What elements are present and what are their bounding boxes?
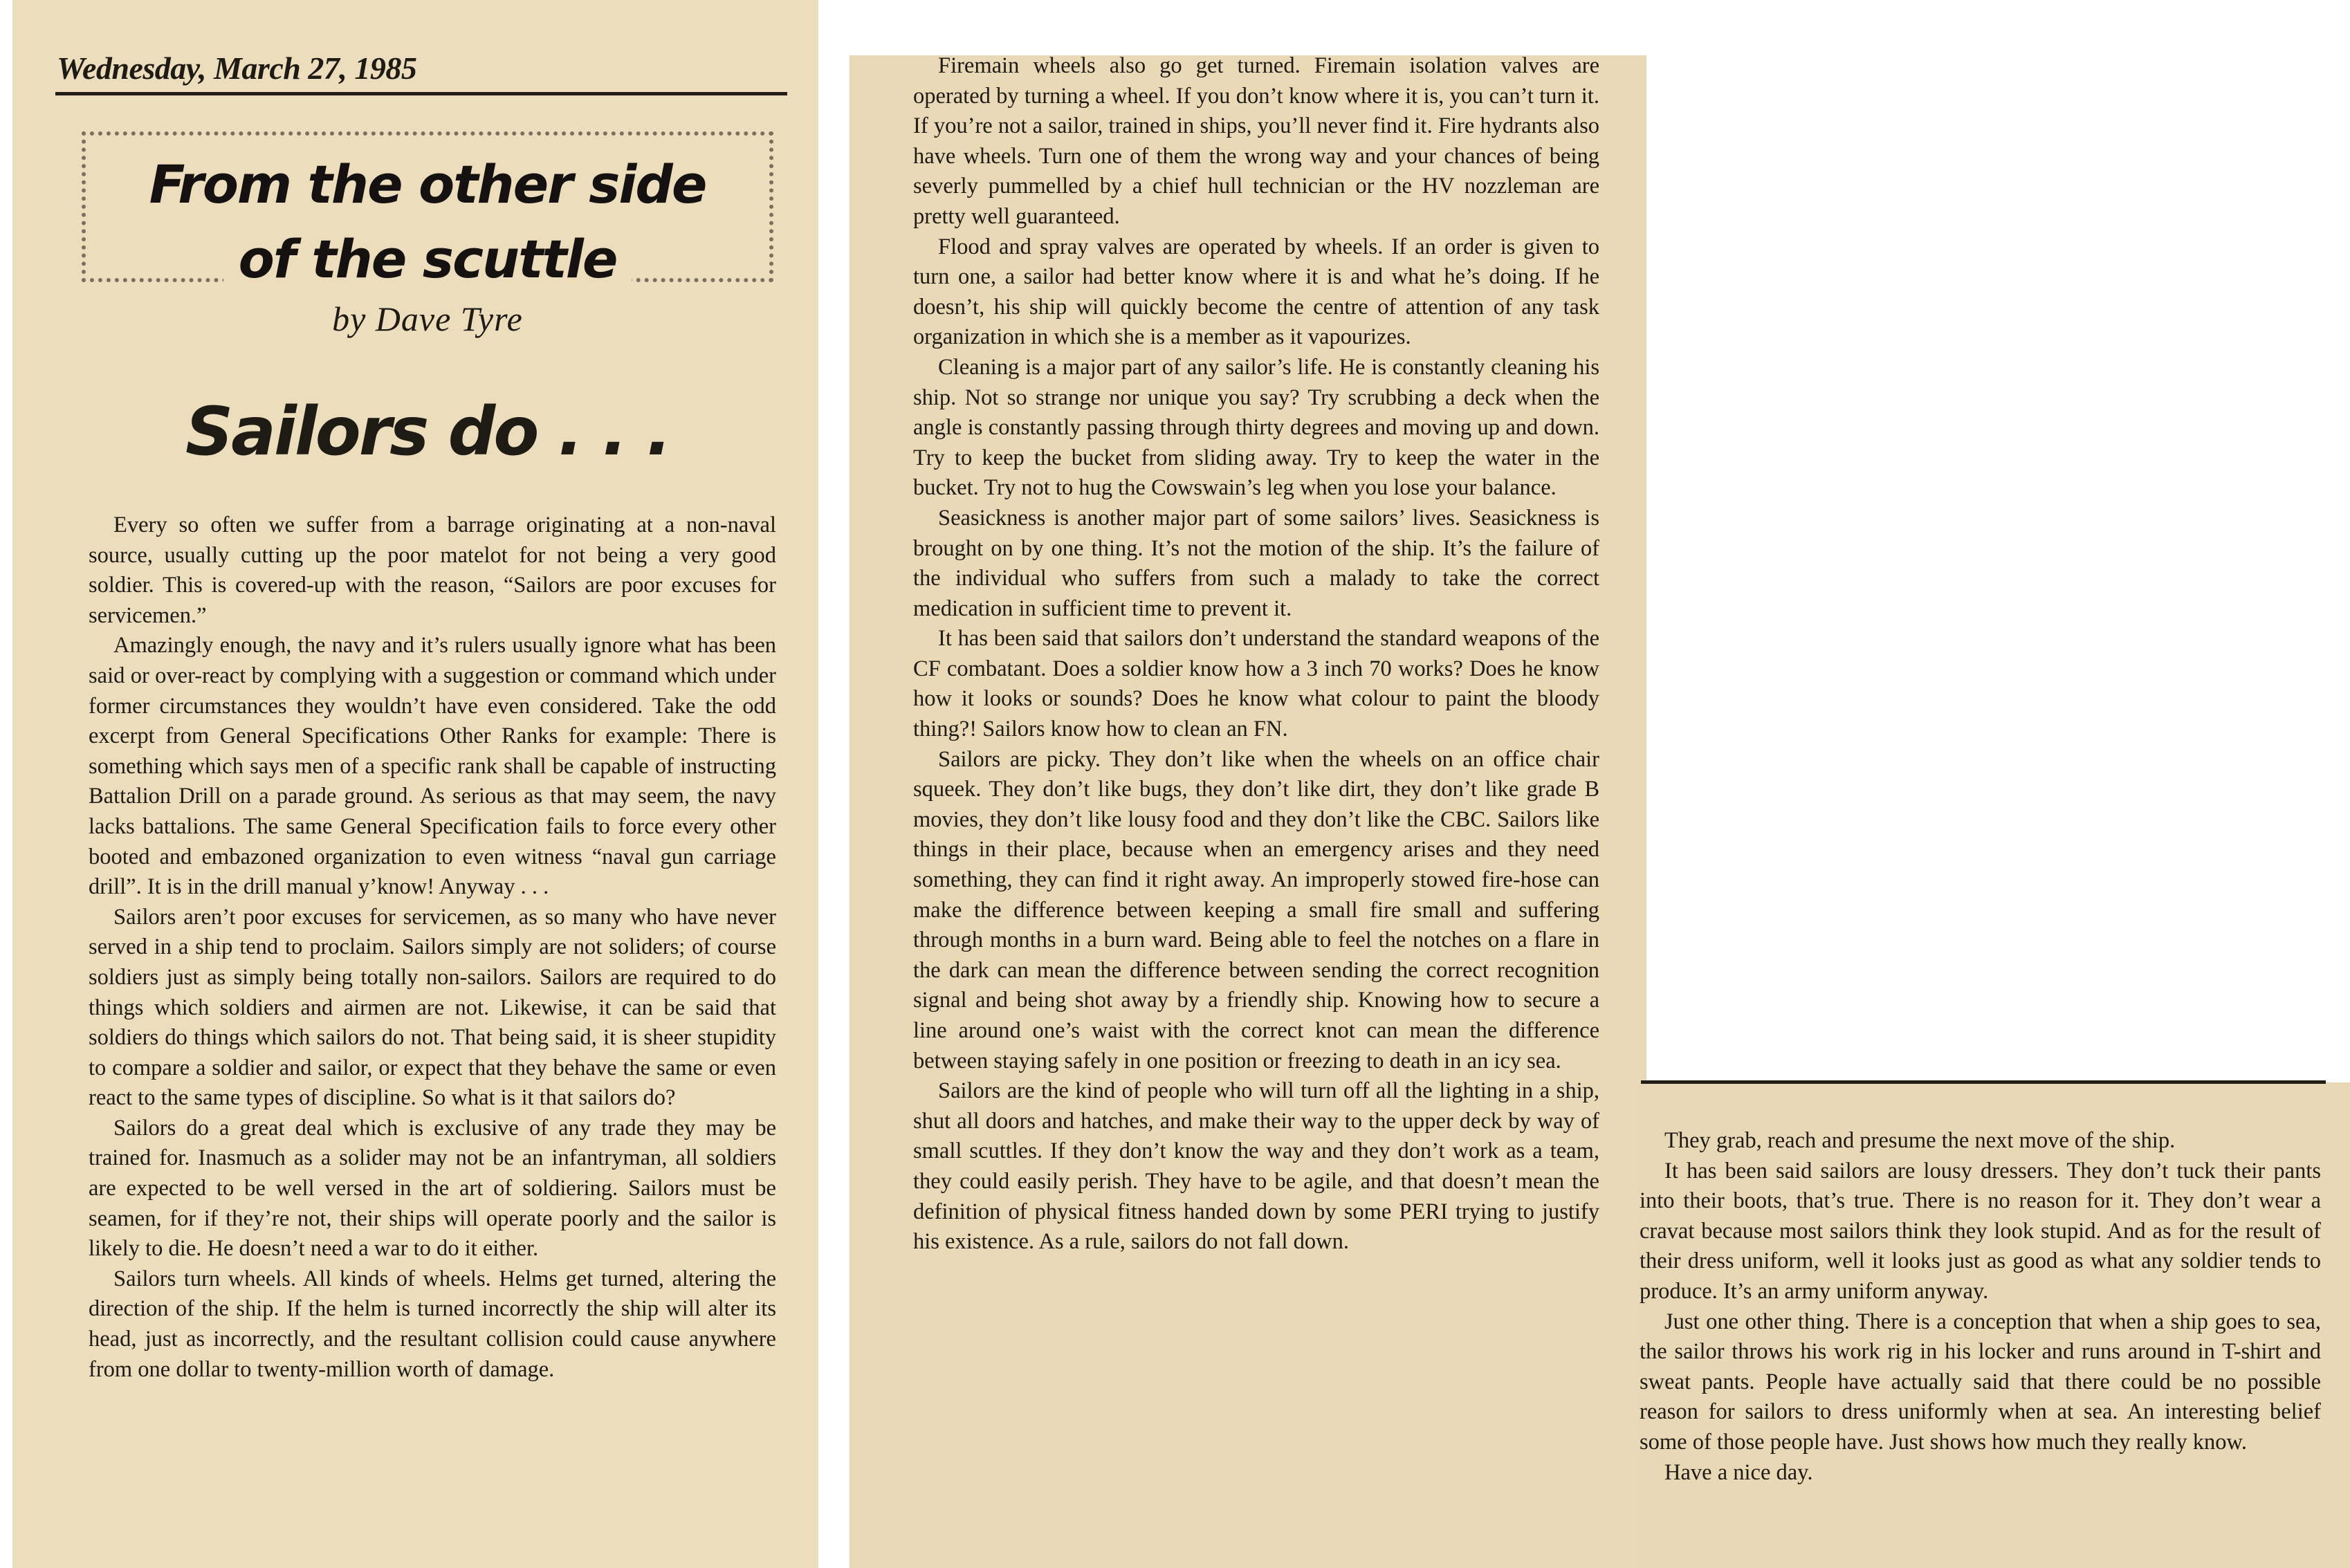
paragraph: It has been said sailors are lousy dressers. They don’t tuck their pants into their boots, that’s true. There is no reason for it. They don’t wear a cravat because most sailors think they look stupid. And as for the result of their dress uniform, well it looks just as good as what any soldier tends to produce. It’s an army uniform anyway. (1640, 1158, 2321, 1304)
paragraph: Amazingly enough, the navy and it’s rulers usually ignore what has been said or over-react by complying with a suggestion or command which under former circumstances they wouldn’t have even considered. Take the odd excerpt from General Specifications Other Ranks for example: There is something which says men of a specific rank shall be capable of instructing Battalion Drill on a parade ground. As serious as that may seem, the navy lacks battalions. The same General Specification fails to force every other booted and embazoned organization to even witness “naval gun carriage drill”. It is in the drill manual y’know! Anyway . . . (89, 633, 776, 900)
paragraph: Have a nice day. (1664, 1459, 1813, 1485)
paragraph: Flood and spray valves are operated by wheels. If an order is given to turn one, a sailor had better know where it is and what he’s doing. If he doesn’t, his ship will quickly become the centre of attention of any task organization in which she is a member as it vapourizes. (913, 234, 1599, 350)
kicker-line-2: of the scuttle (82, 228, 773, 290)
paragraph: Sailors are the kind of people who will turn off all the lighting in a ship, shut all doors and hatches, and make their way to the upper deck by way of small scuttles. If they don’t know the way and they don’t work as a team, they could easily perish. They have to be agile, and that doesn’t mean the definition of physical fitness handed down by some PERI trying to justify his existence. As a rule, sailors do not fall down. (913, 1078, 1599, 1255)
paragraph: Firemain wheels also go get turned. Firemain isolation valves are operated by turning a wheel. If you don’t know where it is, you can’t turn it. If you’re not a sailor, trained in ships, you’ll never find it. Fire hydrants also have wheels. Turn one of them the wrong way and your chances of being severly pummelled by a chief hull technician or the HV nozzleman are pretty well guaranteed. (913, 53, 1599, 229)
paragraph: Seasickness is another major part of some sailors’ lives. Seasickness is brought on by one thing. It’s not the motion of the ship. It’s the failure of the individual who suffers from such a malady to take the correct medication in sufficient time to prevent it. (913, 505, 1599, 621)
dateline: Wednesday, March 27, 1985 (57, 50, 417, 86)
dateline-rule (55, 92, 787, 95)
paragraph: Sailors turn wheels. All kinds of wheels. Helms get turned, altering the direction of the ship. If the helm is turned incorrectly the ship will alter its head, just as incorrectly, and the resultant collision could cause anywhere from one dollar to twenty-million worth of damage. (89, 1266, 776, 1382)
column-middle (913, 51, 1599, 1257)
paragraph: Sailors aren’t poor excuses for servicemen, as so many who have never served in a ship tend to proclaim. Sailors simply are not soliders; of course soldiers just as simply being totally non-sailors. Sailors are required to do things which soldiers and airmen are not. Likewise, it can be said that soldiers do things which sailors do not. That being said, it is sheer stupidity to compare a soldier and sailor, or expect that they behave the same or even react to the same types of discipline. So what is it that sailors do? (89, 904, 776, 1111)
paragraph: Sailors are picky. They don’t like when the wheels on an office chair squeek. They don’t like bugs, they don’t like dirt, they don’t like grade B movies, they don’t like lousy food and they don’t like the CBC. Sailors like things in their place, because when an emergency arises and they need something, they can find it right away. An improperly stowed fire-hose can make the difference between keeping a small fire small and suffering through months in a burn ward. Being able to feel the notches on a flare in the dark can mean the difference between sending the correct recognition signal and being shot away by a friendly ship. Knowing how to secure a line around one’s waist with the correct knot can mean the difference between staying safely in one position or freezing to death in an icy sea. (913, 746, 1599, 1073)
column-left (89, 510, 776, 1385)
column-right (1640, 1126, 2321, 1488)
byline: by Dave Tyre (332, 299, 523, 338)
paragraph: Cleaning is a major part of any sailor’s life. He is constantly cleaning his ship. Not so strange nor unique you say? Try scrubbing a deck when the angle is constantly passing through thirty degrees and moving up and down. Try to keep the bucket from sliding away. Try to keep the water in the bucket. Try not to hug the Cowswain’s leg when you lose your balance. (913, 354, 1599, 501)
paragraph: Sailors do a great deal which is exclusive of any trade they may be trained for. Inasmuch as a solider may not be an infantryman, all soldiers are expected to be well versed in the art of soldiering. Sailors must be seamen, for if they’re not, their ships will operate poorly and the sailor is likely to die. He doesn’t need a war to do it either. (89, 1115, 776, 1262)
paragraph: Just one other thing. There is a conception that when a ship goes to sea, the sailor throws his work rig in his locker and runs around in T-shirt and sweat pants. People have actually said that there could be no possible reason for sailors to dress uniformly when at sea. An interesting belief some of those people have. Just shows how much they really know. (1640, 1309, 2321, 1455)
column-right-rule (1641, 1080, 2326, 1084)
headline: Sailors do . . . (185, 393, 670, 470)
paragraph: It has been said that sailors don’t understand the standard weapons of the CF combatant. Does a soldier know how a 3 inch 70 works? Does he know how it looks or sounds? Does he know what colour to paint the bloody thing?! Sailors know how to clean an FN. (913, 626, 1599, 742)
paragraph: Every so often we suffer from a barrage originating at a non-naval source, usually cutting up the poor matelot for not being a very good soldier. This is covered-up with the reason, “Sailors are poor excuses for servicemen.” (89, 513, 776, 628)
paragraph: They grab, reach and presume the next move of the ship. (1664, 1128, 2176, 1153)
kicker-line-1: From the other side (82, 154, 773, 215)
